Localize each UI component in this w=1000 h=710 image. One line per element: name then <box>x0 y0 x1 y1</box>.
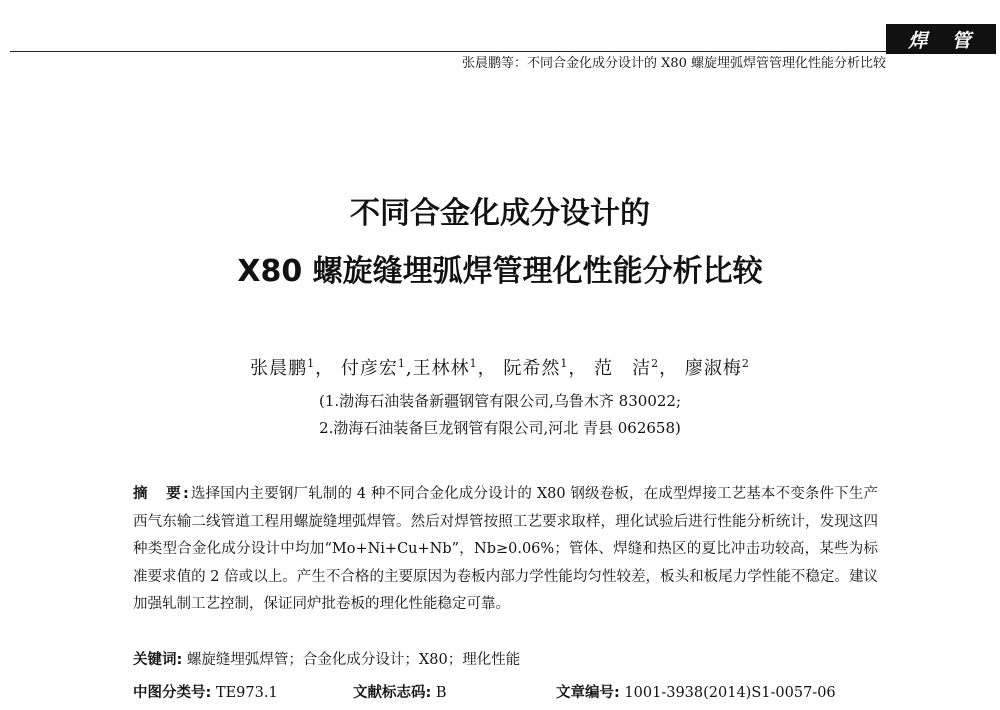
author-affiliation-mark: 2 <box>741 357 750 370</box>
affiliation-2: 2.渤海石油装备巨龙钢管有限公司,河北 青县 062658) <box>319 419 681 437</box>
article-number <box>556 681 836 702</box>
clc-label: 中图分类号: <box>133 685 212 701</box>
author-name: 张晨鹏 <box>250 358 308 379</box>
author-affiliation-mark: 1 <box>397 357 406 370</box>
author-list: 张晨鹏$^1$， 付彦宏$^1$,王林林$^1$， 阮希然$^1$， 范 洁$^2$， 廖淑梅$^2$ <box>250 357 750 379</box>
affiliation-1: (1.渤海石油装备新疆钢管有限公司,乌鲁木齐 830022; <box>318 392 682 410</box>
title-line-1: 不同合金化成分设计的 <box>350 196 650 231</box>
author-name: 王林林 <box>412 358 470 379</box>
author-name: 范 洁 <box>594 358 652 379</box>
article-number-label: 文章编号: <box>556 685 620 701</box>
keywords <box>133 648 520 669</box>
author-affiliation-mark: 1 <box>307 357 316 370</box>
author-affiliation-mark: 1 <box>560 357 569 370</box>
clc-value: TE973.1 <box>215 685 278 701</box>
keywords-label: 关键词: <box>133 652 183 668</box>
abstract <box>133 481 878 619</box>
author-name: 廖淑梅 <box>684 358 742 379</box>
document-code <box>353 681 447 702</box>
title-line-2: X80 螺旋缝埋弧焊管理化性能分析比较 <box>237 254 763 289</box>
article-number-value: 1001-3938(2014)S1-0057-06 <box>624 685 836 701</box>
author-name: 付彦宏 <box>340 358 398 379</box>
document-code-value: B <box>435 685 447 701</box>
author-name: 阮希然 <box>503 358 561 379</box>
author-affiliation-mark: 2 <box>651 357 660 370</box>
clc-number <box>133 681 278 702</box>
section-tag: 焊 管 <box>886 24 996 54</box>
author-affiliation-mark: 1 <box>469 357 478 370</box>
abstract-label: 摘 要: <box>133 486 191 502</box>
running-head: 张晨鹏等：不同合金化成分设计的 X80 螺旋埋弧焊管管理化性能分析比较 <box>461 56 886 71</box>
abstract-text: 选择国内主要钢厂轧制的 4 种不同合金化成分设计的 X80 钢级卷板，在成型焊接工艺基本不变条件下生产西气东输二线管道工程用螺旋缝埋弧焊管。然后对焊管按照工艺要求取样，理化试验后进行性能分析统计，发现这四种类型合金化成分设计中均加“Mo+Ni+Cu+Nb”，Nb≥0.06%；管体、焊缝和热区的夏比冲击功较高，某些为标准要求值的 2 倍或以上。产生不合格的主要原因为卷板内部力学性能均匀性较差，板头和板尾力学性能不稳定。建议加强轧制工艺控制，保证同炉批卷板的理化性能稳定可靠。 <box>133 486 878 612</box>
keywords-text: 螺旋缝埋弧焊管；合金化成分设计；X80；理化性能 <box>186 652 521 668</box>
document-code-label: 文献标志码: <box>353 685 432 701</box>
